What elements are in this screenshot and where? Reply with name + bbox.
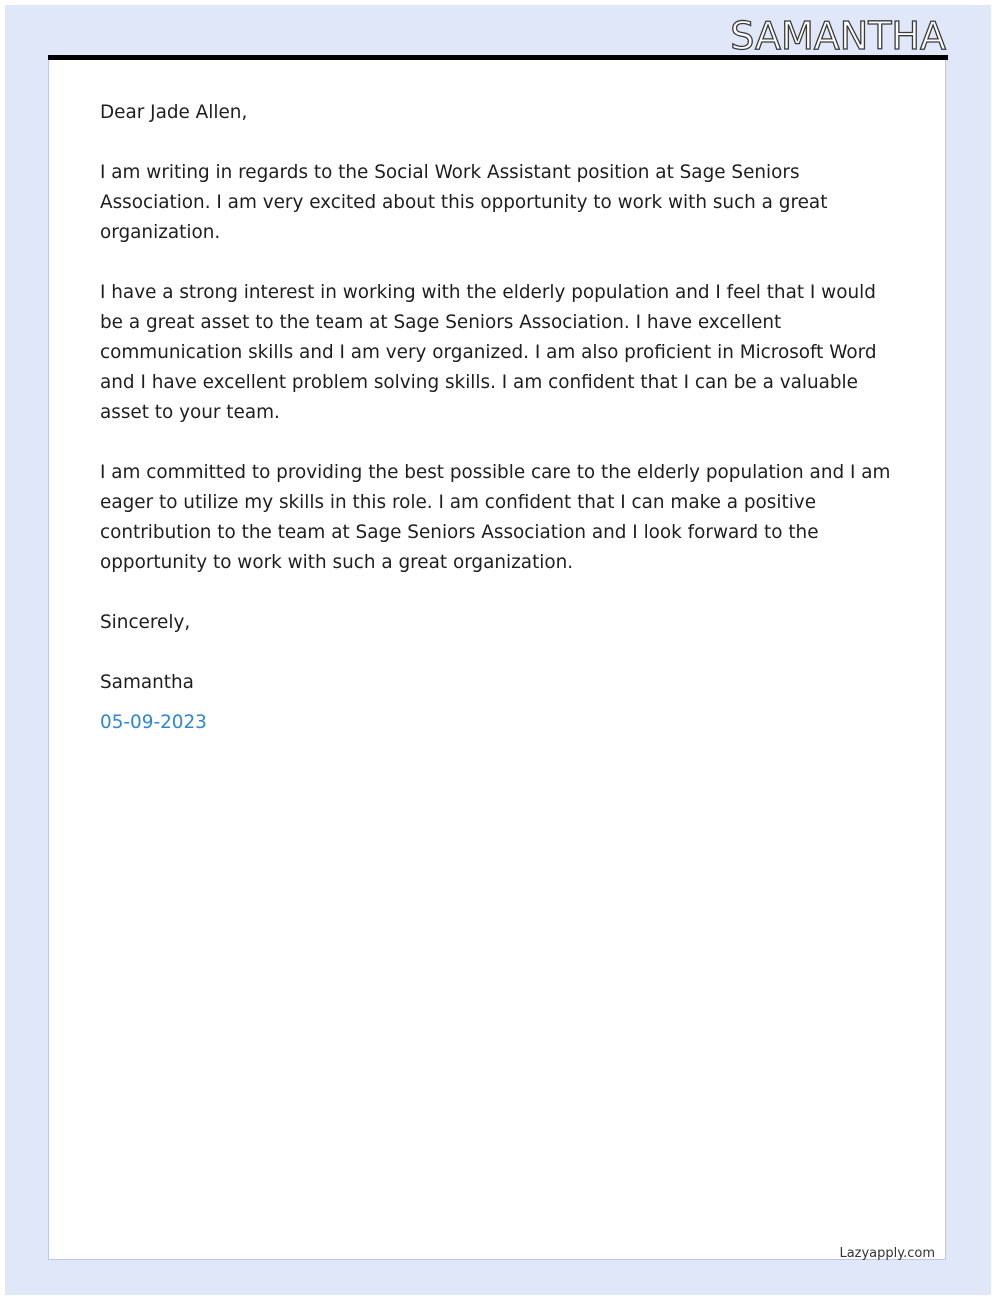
salutation: Dear Jade Allen, xyxy=(100,102,248,123)
footer-watermark: Lazyapply.com xyxy=(839,1246,935,1261)
closing: Sincerely, xyxy=(100,612,191,633)
letter-date: 05-09-2023 xyxy=(100,712,207,733)
letter-body xyxy=(100,98,900,738)
applicant-name-header: SAMANTHA xyxy=(730,14,946,58)
signature: Samantha xyxy=(100,672,194,693)
paragraph-2: I have a strong interest in working with the elderly population and I feel that I would be a great asset to the team at Sage Seniors Association. I have excellent communication skills and I am very organized. I am also proficient in Microsoft Word and I have excellent problem solving skills. I am confident that I can be a valuable asset to your team. xyxy=(100,282,877,423)
paragraph-3: I am committed to providing the best possible care to the elderly population and I am eager to utilize my skills in this role. I am confident that I can make a positive contribution to the team at Sage Seniors Association and I look forward to the opportunity to work with such a great organization. xyxy=(100,462,891,573)
paragraph-1: I am writing in regards to the Social Work Assistant position at Sage Seniors Association. I am very excited about this opportunity to work with such a great organization. xyxy=(100,162,828,243)
